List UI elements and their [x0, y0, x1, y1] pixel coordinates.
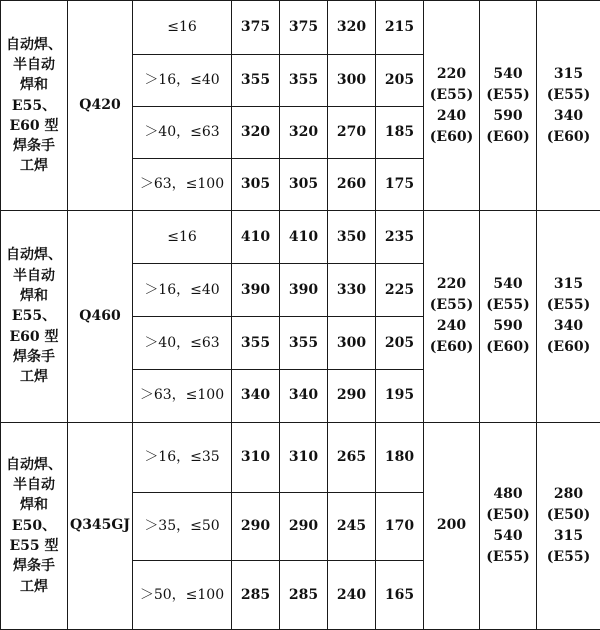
value-cell: 205	[376, 317, 424, 369]
thickness-cell: ＞35，≤50	[133, 492, 232, 560]
value-cell: 300	[328, 317, 376, 369]
value-cell: 195	[376, 369, 424, 422]
shear-strength-cell: 315 (E55) 340 (E60)	[537, 211, 600, 422]
fillet-weld-strength-cell: 200	[424, 422, 480, 629]
thickness-cell: ＞16，≤40	[133, 55, 232, 107]
shear-strength-cell: 280 (E50) 315 (E55)	[537, 422, 600, 629]
welding-method-cell: 自动焊、 半自动 焊和 E55、 E60 型 焊条手 工焊	[1, 211, 68, 422]
value-cell: 320	[328, 1, 376, 55]
value-cell: 340	[232, 369, 280, 422]
table-row	[1, 422, 600, 492]
value-cell: 285	[232, 560, 280, 629]
tensile-strength-cell: 540 (E55) 590 (E60)	[480, 1, 537, 211]
value-cell: 290	[280, 492, 328, 560]
value-cell: 330	[328, 264, 376, 317]
value-cell: 320	[232, 107, 280, 159]
thickness-cell: ＞50，≤100	[133, 560, 232, 629]
thickness-cell: ≤16	[133, 1, 232, 55]
value-cell: 310	[232, 422, 280, 492]
value-cell: 290	[232, 492, 280, 560]
value-cell: 355	[280, 55, 328, 107]
tensile-strength-cell: 540 (E55) 590 (E60)	[480, 211, 537, 422]
value-cell: 215	[376, 1, 424, 55]
table-row	[1, 211, 600, 264]
value-cell: 410	[280, 211, 328, 264]
value-cell: 285	[280, 560, 328, 629]
value-cell: 375	[232, 1, 280, 55]
value-cell: 290	[328, 369, 376, 422]
thickness-cell: ＞63，≤100	[133, 159, 232, 211]
welding-method-cell: 自动焊、 半自动 焊和 E50、 E55 型 焊条手 工焊	[1, 422, 68, 629]
value-cell: 170	[376, 492, 424, 560]
steel-grade-cell: Q460	[68, 211, 133, 422]
steel-grade-cell: Q420	[68, 1, 133, 211]
value-cell: 390	[232, 264, 280, 317]
fillet-weld-strength-cell: 220 (E55) 240 (E60)	[424, 211, 480, 422]
value-cell: 245	[328, 492, 376, 560]
value-cell: 265	[328, 422, 376, 492]
thickness-cell: ＞16，≤40	[133, 264, 232, 317]
value-cell: 185	[376, 107, 424, 159]
value-cell: 310	[280, 422, 328, 492]
thickness-cell: ＞63，≤100	[133, 369, 232, 422]
value-cell: 225	[376, 264, 424, 317]
value-cell: 305	[232, 159, 280, 211]
value-cell: 390	[280, 264, 328, 317]
value-cell: 175	[376, 159, 424, 211]
value-cell: 340	[280, 369, 328, 422]
table-row	[1, 1, 600, 55]
thickness-cell: ＞40，≤63	[133, 107, 232, 159]
thickness-cell: ≤16	[133, 211, 232, 264]
steel-grade-cell: Q345GJ	[68, 422, 133, 629]
value-cell: 355	[280, 317, 328, 369]
value-cell: 235	[376, 211, 424, 264]
value-cell: 355	[232, 317, 280, 369]
thickness-cell: ＞40，≤63	[133, 317, 232, 369]
value-cell: 355	[232, 55, 280, 107]
value-cell: 320	[280, 107, 328, 159]
value-cell: 410	[232, 211, 280, 264]
fillet-weld-strength-cell: 220 (E55) 240 (E60)	[424, 1, 480, 211]
welding-method-cell: 自动焊、 半自动 焊和 E55、 E60 型 焊条手 工焊	[1, 1, 68, 211]
value-cell: 300	[328, 55, 376, 107]
tensile-strength-cell: 480 (E50) 540 (E55)	[480, 422, 537, 629]
value-cell: 305	[280, 159, 328, 211]
value-cell: 375	[280, 1, 328, 55]
shear-strength-cell: 315 (E55) 340 (E60)	[537, 1, 600, 211]
value-cell: 180	[376, 422, 424, 492]
value-cell: 350	[328, 211, 376, 264]
value-cell: 270	[328, 107, 376, 159]
value-cell: 165	[376, 560, 424, 629]
value-cell: 260	[328, 159, 376, 211]
value-cell: 205	[376, 55, 424, 107]
value-cell: 240	[328, 560, 376, 629]
thickness-cell: ＞16，≤35	[133, 422, 232, 492]
